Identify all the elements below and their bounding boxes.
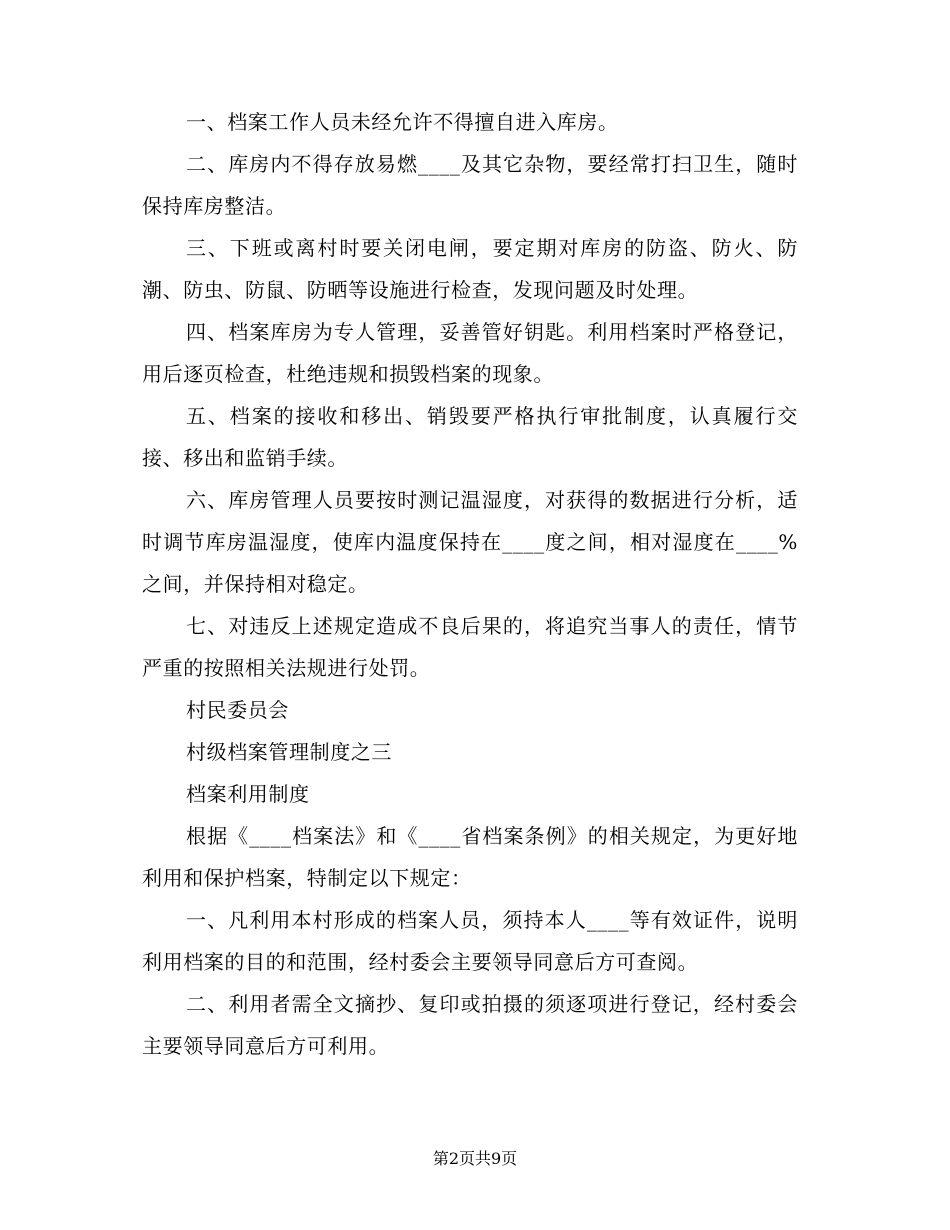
paragraph-rule-5: 五、档案的接收和移出、销毁要严格执行审批制度，认真履行交接、移出和监销手续。 xyxy=(142,404,798,470)
paragraph-rule-2: 二、库房内不得存放易燃____及其它杂物，要经常打扫卫生，随时保持库房整洁。 xyxy=(142,152,798,218)
paragraph-intro: 根据《____档案法》和《____省档案条例》的相关规定，为更好地利用和保护档案，特制定以下规定： xyxy=(142,824,798,890)
paragraph-rule-1: 一、档案工作人员未经允许不得擅自进入库房。 xyxy=(186,110,619,134)
document-body xyxy=(142,101,798,1067)
paragraph-rule-6: 六、库房管理人员要按时测记温湿度，对获得的数据进行分析，适时调节库房温湿度，使库内温度保持在____度之间，相对湿度在____%之间，并保持相对稳定。 xyxy=(142,488,798,596)
paragraph-rule-4: 四、档案库房为专人管理，妥善管好钥匙。利用档案时严格登记，用后逐页检查，杜绝违规和损毁档案的现象。 xyxy=(142,320,798,386)
section-subtitle: 档案利用制度 xyxy=(186,782,310,806)
paragraph-usage-rule-2: 二、利用者需全文摘抄、复印或拍摄的须逐项进行登记，经村委会主要领导同意后方可利用。 xyxy=(142,992,798,1058)
page-footer: 第2页共9页 xyxy=(432,1149,518,1168)
paragraph-rule-3: 三、下班或离村时要关闭电闸，要定期对库房的防盗、防火、防潮、防虫、防鼠、防晒等设施进行检查，发现问题及时处理。 xyxy=(142,236,798,302)
committee-name: 村民委员会 xyxy=(186,698,289,722)
paragraph-usage-rule-1: 一、凡利用本村形成的档案人员，须持本人____等有效证件，说明利用档案的目的和范围，经村委会主要领导同意后方可查阅。 xyxy=(142,908,798,974)
paragraph-rule-7: 七、对违反上述规定造成不良后果的，将追究当事人的责任，情节严重的按照相关法规进行处罚。 xyxy=(142,614,798,680)
section-title: 村级档案管理制度之三 xyxy=(186,740,392,764)
